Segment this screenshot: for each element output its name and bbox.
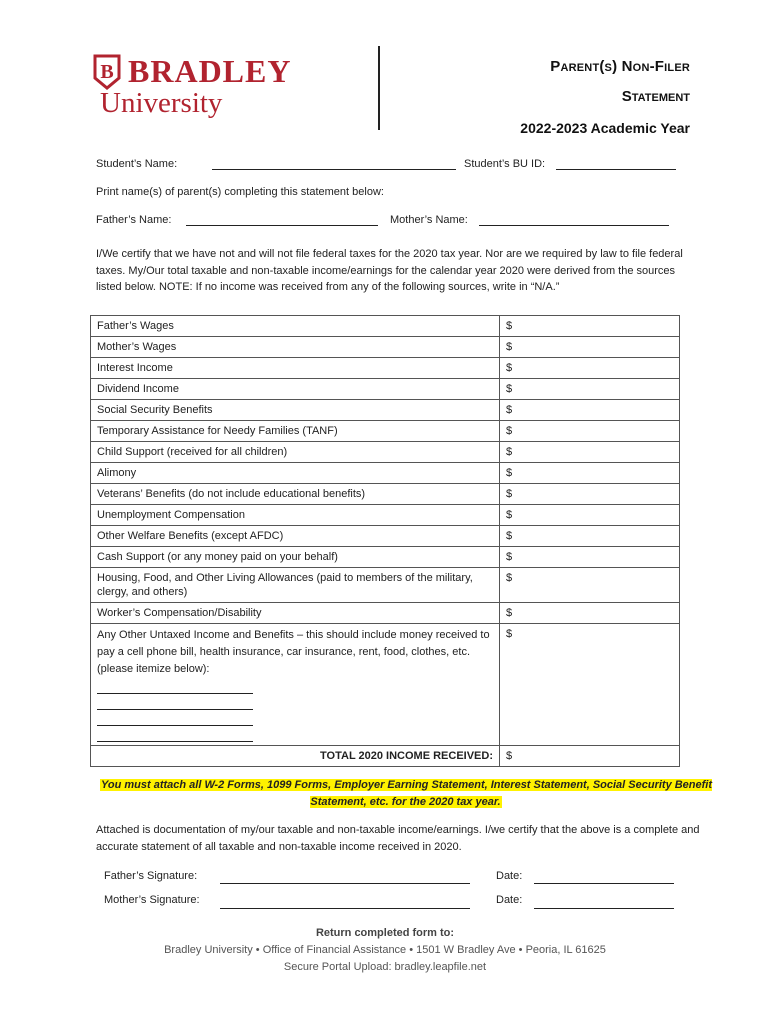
total-income-label: TOTAL 2020 INCOME RECEIVED: [91,746,500,767]
income-amount-field[interactable]: $ [500,337,680,358]
attestation-text: Attached is documentation of my/our taxable and non-taxable income/earnings. I/we certify that the above is a complete and accurate statement of all taxable and non-taxable income received in 2020. [96,824,700,853]
attachment-notice-text: You must attach all W-2 Forms, 1099 Forms, Employer Earning Statement, Interest Statement, Social Security Benefit Statement, etc. for the 2020 tax year. [100,779,713,808]
income-source-label: Other Welfare Benefits (except AFDC) [91,526,500,547]
income-source-label: Father’s Wages [91,316,500,337]
student-name-label: Student’s Name: [96,158,178,170]
father-name-row [96,214,378,226]
income-row [91,505,680,526]
income-row [91,526,680,547]
bradley-shield-icon [92,54,122,90]
father-date-field[interactable] [534,872,674,884]
itemize-line[interactable] [97,726,253,742]
father-name-label: Father’s Name: [96,214,172,226]
mother-signature-field[interactable] [220,897,470,909]
income-source-label: Veterans’ Benefits (do not include educational benefits) [91,484,500,505]
father-date-row [496,870,522,882]
income-source-label: Interest Income [91,358,500,379]
other-untaxed-income-cell [91,624,500,746]
income-source-label: Mother’s Wages [91,337,500,358]
print-names-label: Print name(s) of parent(s) completing this statement below: [96,186,384,198]
income-amount-field[interactable]: $ [500,421,680,442]
return-address: Bradley University • Office of Financial Assistance • 1501 W Bradley Ave • Peoria, IL 61625 [164,944,606,956]
other-untaxed-income-amount[interactable]: $ [500,624,680,746]
student-id-field[interactable] [556,158,676,170]
document-header [0,0,770,140]
income-amount-field[interactable]: $ [500,526,680,547]
mother-signature-label: Mother’s Signature: [104,894,200,906]
income-amount-field[interactable]: $ [500,568,680,603]
income-amount-field[interactable]: $ [500,484,680,505]
student-name-row [96,158,456,170]
income-row [91,421,680,442]
student-id-row [464,158,676,170]
attachment-notice [96,777,716,811]
mother-date-row [496,894,522,906]
income-row [91,463,680,484]
title-line-2: Statement [621,88,690,105]
income-row [91,484,680,505]
mother-name-row [390,214,669,226]
certification-text: I/We certify that we have not and will not file federal taxes for the 2020 tax year. Nor are we required by law to file federal taxes. My/Our total taxable and non-taxable income/earnings for the calendar year 2020 were derived from the sources listed below. NOTE: If no income was received from any of the following sources, write in “N/A.” [96,248,683,293]
income-amount-field[interactable]: $ [500,505,680,526]
bradley-logo [92,52,297,122]
income-source-label: Dividend Income [91,379,500,400]
father-name-field[interactable] [186,214,378,226]
header-divider [378,46,380,130]
income-source-label: Unemployment Compensation [91,505,500,526]
student-name-field[interactable] [212,158,456,170]
income-amount-field[interactable]: $ [500,442,680,463]
income-amount-field[interactable]: $ [500,463,680,484]
income-table [90,315,680,767]
mother-signature-row [104,894,200,906]
return-label: Return completed form to: [315,927,455,939]
income-row [91,316,680,337]
form-title [520,52,690,142]
itemize-line[interactable] [97,710,253,726]
income-amount-field[interactable]: $ [500,400,680,421]
income-amount-field[interactable]: $ [500,358,680,379]
income-amount-field[interactable]: $ [500,316,680,337]
return-footer [0,925,770,976]
mother-date-label: Date: [496,894,523,906]
income-row [91,337,680,358]
title-line-1: Parent(s) Non-Filer [550,58,690,75]
income-row [91,358,680,379]
income-source-label: Housing, Food, and Other Living Allowances (paid to members of the military, clergy, and others) [91,568,500,603]
father-signature-label: Father’s Signature: [104,870,198,882]
other-untaxed-income-row [91,624,680,746]
income-row [91,547,680,568]
income-row [91,442,680,463]
father-date-label: Date: [496,870,523,882]
income-source-label: Worker’s Compensation/Disability [91,603,500,624]
income-source-label: Cash Support (or any money paid on your behalf) [91,547,500,568]
logo-mark-letter: B [100,61,114,83]
income-source-label: Social Security Benefits [91,400,500,421]
income-source-label: Child Support (received for all children) [91,442,500,463]
academic-year: 2022-2023 Academic Year [520,120,690,136]
total-income-amount[interactable]: $ [500,746,680,767]
father-signature-field[interactable] [220,872,470,884]
father-signature-row [104,870,197,882]
mother-name-field[interactable] [479,214,669,226]
logo-sub-text: University [100,87,223,119]
income-source-label: Alimony [91,463,500,484]
student-id-label: Student’s BU ID: [464,158,546,170]
income-amount-field[interactable]: $ [500,547,680,568]
itemize-line[interactable] [97,694,253,710]
income-row [91,379,680,400]
income-row [91,568,680,603]
logo-brand-text: BRADLEY [128,53,292,89]
mother-name-label: Mother’s Name: [390,214,468,226]
income-amount-field[interactable]: $ [500,379,680,400]
income-source-label: Temporary Assistance for Needy Families (TANF) [91,421,500,442]
income-amount-field[interactable]: $ [500,603,680,624]
other-untaxed-income-label: Any Other Untaxed Income and Benefits – this should include money received to pay a cell phone bill, health insurance, car insurance, rent, food, clothes, etc. (please itemize below): [97,629,490,675]
secure-portal: Secure Portal Upload: bradley.leapfile.net [283,961,487,973]
total-income-row [91,746,680,767]
income-row [91,603,680,624]
mother-date-field[interactable] [534,897,674,909]
itemize-line[interactable] [97,678,253,694]
income-row [91,400,680,421]
